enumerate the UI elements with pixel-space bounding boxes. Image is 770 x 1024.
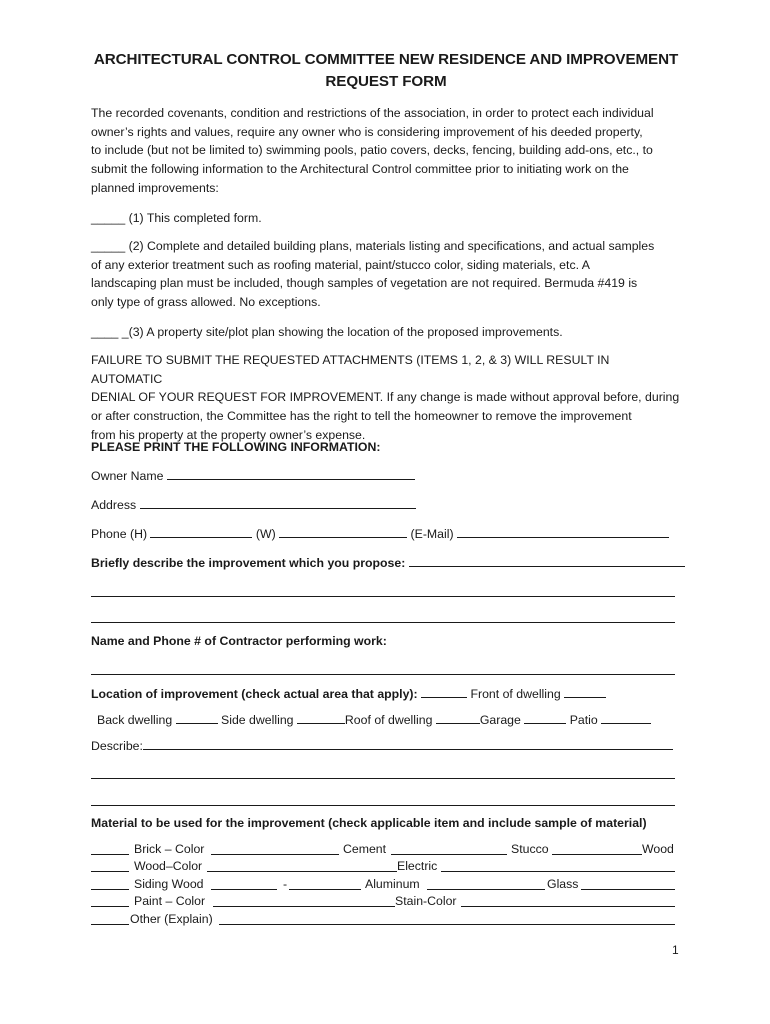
- front-dwelling-check[interactable]: [564, 686, 606, 698]
- phone-home-field[interactable]: [150, 526, 252, 538]
- failure-paragraph: [91, 351, 681, 445]
- paint-check[interactable]: [91, 895, 129, 907]
- location-check[interactable]: [421, 686, 467, 698]
- failure-line: FAILURE TO SUBMIT THE REQUESTED ATTACHMENTS (ITEMS 1, 2, & 3) WILL RESULT IN AUTOMATIC: [91, 353, 610, 386]
- garage-check[interactable]: [524, 712, 566, 724]
- location-describe-line[interactable]: [91, 805, 675, 806]
- roof-dwelling-label: Roof of dwelling: [344, 713, 433, 727]
- describe-field[interactable]: [409, 555, 685, 567]
- location-label: Location of improvement (check actual area that apply):: [91, 687, 418, 701]
- brick-color-label: Brick – Color: [134, 842, 205, 856]
- cement-field[interactable]: [391, 843, 507, 855]
- page-number: 1: [672, 943, 679, 957]
- describe-label: Briefly describe the improvement which you propose:: [91, 556, 406, 570]
- phone-row: [91, 526, 669, 542]
- intro-paragraph: [91, 104, 681, 198]
- title-line-1: ARCHITECTURAL CONTROL COMMITTEE NEW RESIDENCE AND IMPROVEMENT: [93, 51, 679, 68]
- wood-color-field[interactable]: [207, 860, 397, 872]
- location-describe-line[interactable]: [91, 778, 675, 779]
- describe-row: [91, 555, 685, 571]
- roof-dwelling-check[interactable]: [436, 712, 480, 724]
- other-explain-field[interactable]: [219, 913, 675, 925]
- failure-line: from his property at the property owner’s expense.: [91, 427, 366, 442]
- materials-heading: Material to be used for the improvement (check applicable item and include sample of material): [91, 816, 647, 830]
- item-2-line: of any exterior treatment such as roofing material, paint/stucco color, siding materials, etc. A: [91, 257, 590, 272]
- address-label: Address: [91, 498, 137, 512]
- item-2-line: _____ (2) Complete and detailed building plans, materials listing and specifications, and actual samples: [91, 239, 655, 253]
- siding-dash: -: [283, 877, 288, 891]
- side-dwelling-label: Side dwelling: [221, 713, 294, 727]
- other-check[interactable]: [91, 913, 129, 925]
- title-line-2: REQUEST FORM: [325, 73, 447, 90]
- side-dwelling-check[interactable]: [297, 712, 345, 724]
- item-2-line: only type of grass allowed. No exceptions.: [91, 295, 321, 310]
- other-explain-label: Other (Explain): [130, 912, 213, 926]
- stain-color-label: Stain-Color: [395, 894, 457, 908]
- describe-line[interactable]: [91, 596, 675, 597]
- item-2[interactable]: [91, 237, 681, 312]
- phone-work-label: (W): [255, 527, 276, 541]
- garage-label: Garage: [479, 713, 521, 727]
- location-describe-row: [91, 738, 673, 754]
- wood-color-check[interactable]: [91, 860, 129, 872]
- electric-label: Electric: [397, 859, 438, 873]
- back-dwelling-label: Back dwelling: [97, 713, 173, 727]
- material-row: [91, 841, 675, 857]
- front-dwelling-label: Front of dwelling: [470, 687, 561, 701]
- glass-field[interactable]: [581, 878, 675, 890]
- item-3[interactable]: ____ _(3) A property site/plot plan showing the location of the proposed improvements.: [91, 325, 563, 339]
- intro-line: to include (but not be limited to) swimming pools, patio covers, decks, fencing, building add-ons, etc., to: [91, 143, 653, 158]
- siding-wood-field-2[interactable]: [289, 878, 361, 890]
- material-row: [91, 893, 675, 909]
- stucco-label: Stucco: [511, 842, 549, 856]
- contractor-label: Name and Phone # of Contractor performing work:: [91, 634, 387, 648]
- location-describe-label: Describe:: [91, 739, 143, 753]
- owner-name-label: Owner Name: [91, 469, 164, 483]
- glass-label: Glass: [547, 877, 579, 891]
- contractor-line[interactable]: [91, 674, 675, 675]
- aluminum-label: Aluminum: [365, 877, 420, 891]
- cement-label: Cement: [343, 842, 387, 856]
- address-field[interactable]: [140, 497, 416, 509]
- info-heading: PLEASE PRINT THE FOLLOWING INFORMATION:: [91, 440, 381, 454]
- back-dwelling-check[interactable]: [176, 712, 218, 724]
- item-2-line: landscaping plan must be included, though samples of vegetation are not required. Bermuda #419 is: [91, 276, 638, 291]
- paint-color-field[interactable]: [213, 895, 395, 907]
- address-row: [91, 497, 416, 513]
- owner-name-field[interactable]: [167, 468, 415, 480]
- siding-check[interactable]: [91, 878, 129, 890]
- aluminum-field[interactable]: [427, 878, 545, 890]
- location-options-row: [97, 712, 651, 728]
- form-title: [91, 49, 681, 93]
- material-row: [91, 858, 675, 874]
- location-describe-field[interactable]: [143, 738, 673, 750]
- item-1[interactable]: _____ (1) This completed form.: [91, 211, 262, 225]
- intro-line: owner’s rights and values, require any owner who is considering improvement of his deeded property,: [91, 124, 643, 139]
- siding-wood-field[interactable]: [211, 878, 277, 890]
- intro-line: planned improvements:: [91, 180, 219, 195]
- wood-label: Wood: [642, 842, 674, 856]
- describe-line[interactable]: [91, 622, 675, 623]
- electric-field[interactable]: [441, 860, 675, 872]
- intro-line: submit the following information to the Architectural Control committee prior to initiating work on the: [91, 162, 629, 177]
- patio-check[interactable]: [601, 712, 651, 724]
- brick-color-field[interactable]: [211, 843, 339, 855]
- email-field[interactable]: [457, 526, 669, 538]
- patio-label: Patio: [569, 713, 598, 727]
- intro-line: The recorded covenants, condition and restrictions of the association, in order to protect each individual: [91, 106, 654, 120]
- failure-line: or after construction, the Committee has the right to tell the homeowner to remove the improvement: [91, 409, 632, 424]
- wood-color-label: Wood–Color: [134, 859, 203, 873]
- owner-name-row: [91, 468, 415, 484]
- siding-wood-label: Siding Wood: [134, 877, 204, 891]
- phone-work-field[interactable]: [279, 526, 407, 538]
- stucco-field[interactable]: [552, 843, 642, 855]
- paint-color-label: Paint – Color: [134, 894, 206, 908]
- location-row: [91, 686, 606, 702]
- material-row: [91, 911, 675, 927]
- failure-line: DENIAL OF YOUR REQUEST FOR IMPROVEMENT. If any change is made without approval before, during: [91, 390, 680, 405]
- material-row: [91, 876, 675, 892]
- brick-check[interactable]: [91, 843, 129, 855]
- phone-home-label: Phone (H): [91, 527, 148, 541]
- email-label: (E-Mail): [410, 527, 454, 541]
- stain-color-field[interactable]: [461, 895, 675, 907]
